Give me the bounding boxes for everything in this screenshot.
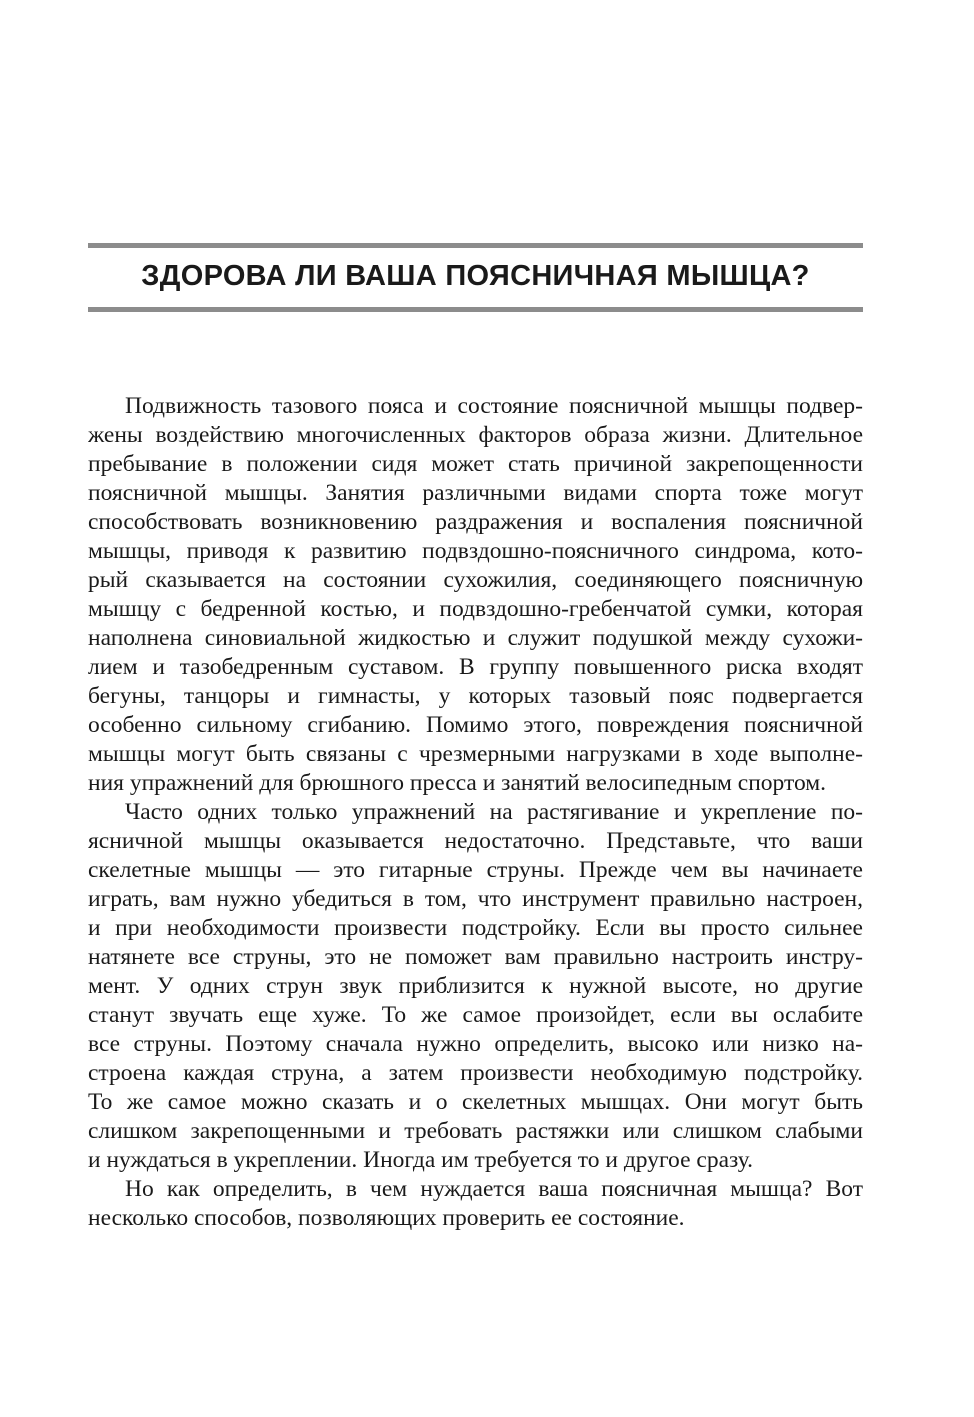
- text-line: мышцы, приводя к развитию подвздошно-поясничного синдрома, кото-: [88, 538, 863, 564]
- heading-top-rule: [88, 243, 863, 248]
- body-text: [88, 392, 863, 1233]
- text-line: способствовать возникновению раздражения и воспаления поясничной: [88, 509, 863, 535]
- text-line: лием и тазобедренным суставом. В группу повышенного риска входят: [88, 654, 863, 680]
- text-line: играть, вам нужно убедиться в том, что инструмент правильно настроен,: [88, 886, 863, 912]
- text-line: поясничной мышцы. Занятия различными видами спорта тоже могут: [88, 480, 863, 506]
- text-line: и нуждаться в укреплении. Иногда им требуется то и другое сразу.: [88, 1147, 754, 1173]
- text-line: слишком закрепощенными и требовать растяжки или слишком слабыми: [88, 1118, 863, 1144]
- text-line: То же самое можно сказать и о скелетных мышцах. Они могут быть: [88, 1089, 863, 1115]
- paragraph-1: [88, 392, 863, 798]
- text-line: мышцы могут быть связаны с чрезмерными нагрузками в ходе выполне-: [88, 741, 863, 767]
- text-line: строена каждая струна, а затем произвести необходимую подстройку.: [88, 1060, 863, 1086]
- text-line: станут звучать еще хуже. То же самое произойдет, если вы ослабите: [88, 1002, 863, 1028]
- chapter-heading: [88, 243, 863, 313]
- text-line: мышцу с бедренной костью, и подвздошно-гребенчатой сумки, которая: [88, 596, 863, 622]
- text-line: мент. У одних струн звук приблизится к нужной высоте, но другие: [88, 973, 863, 999]
- text-line: и при необходимости произвести подстройку. Если вы просто сильнее: [88, 915, 863, 941]
- text-line: несколько способов, позволяющих проверить ее состояние.: [88, 1205, 685, 1231]
- text-line: пребывание в положении сидя может стать причиной закрепощенности: [88, 451, 863, 477]
- text-line: натянете все струны, это не поможет вам правильно настроить инстру-: [88, 944, 863, 970]
- text-line: рый сказывается на состоянии сухожилия, соединяющего поясничную: [88, 567, 863, 593]
- text-line: Подвижность тазового пояса и состояние поясничной мышцы подвер-: [125, 393, 863, 419]
- text-line: все струны. Поэтому сначала нужно определить, высоко или низко на-: [88, 1031, 863, 1057]
- text-line: наполнена синовиальной жидкостью и служит подушкой между сухожи-: [88, 625, 863, 651]
- text-line: жены воздействию многочисленных факторов образа жизни. Длительное: [88, 422, 863, 448]
- heading-bottom-rule: [88, 307, 863, 312]
- text-line: Часто одних только упражнений на растягивание и укрепление по-: [125, 799, 863, 825]
- text-line: ясничной мышцы оказывается недостаточно. Представьте, что ваши: [88, 828, 863, 854]
- text-line: особенно сильному сгибанию. Помимо этого, повреждения поясничной: [88, 712, 863, 738]
- text-line: Но как определить, в чем нуждается ваша поясничная мышца? Вот: [125, 1176, 863, 1202]
- text-line: ния упражнений для брюшного пресса и занятий велосипедным спортом.: [88, 770, 826, 796]
- text-line: скелетные мышцы — это гитарные струны. Прежде чем вы начинаете: [88, 857, 863, 883]
- paragraph-2: [88, 798, 863, 1175]
- paragraph-3: [88, 1175, 863, 1233]
- chapter-title: ЗДОРОВА ЛИ ВАША ПОЯСНИЧНАЯ МЫШЦА?: [141, 260, 810, 292]
- text-line: бегуны, танцоры и гимнасты, у которых тазовый пояс подвергается: [88, 683, 863, 709]
